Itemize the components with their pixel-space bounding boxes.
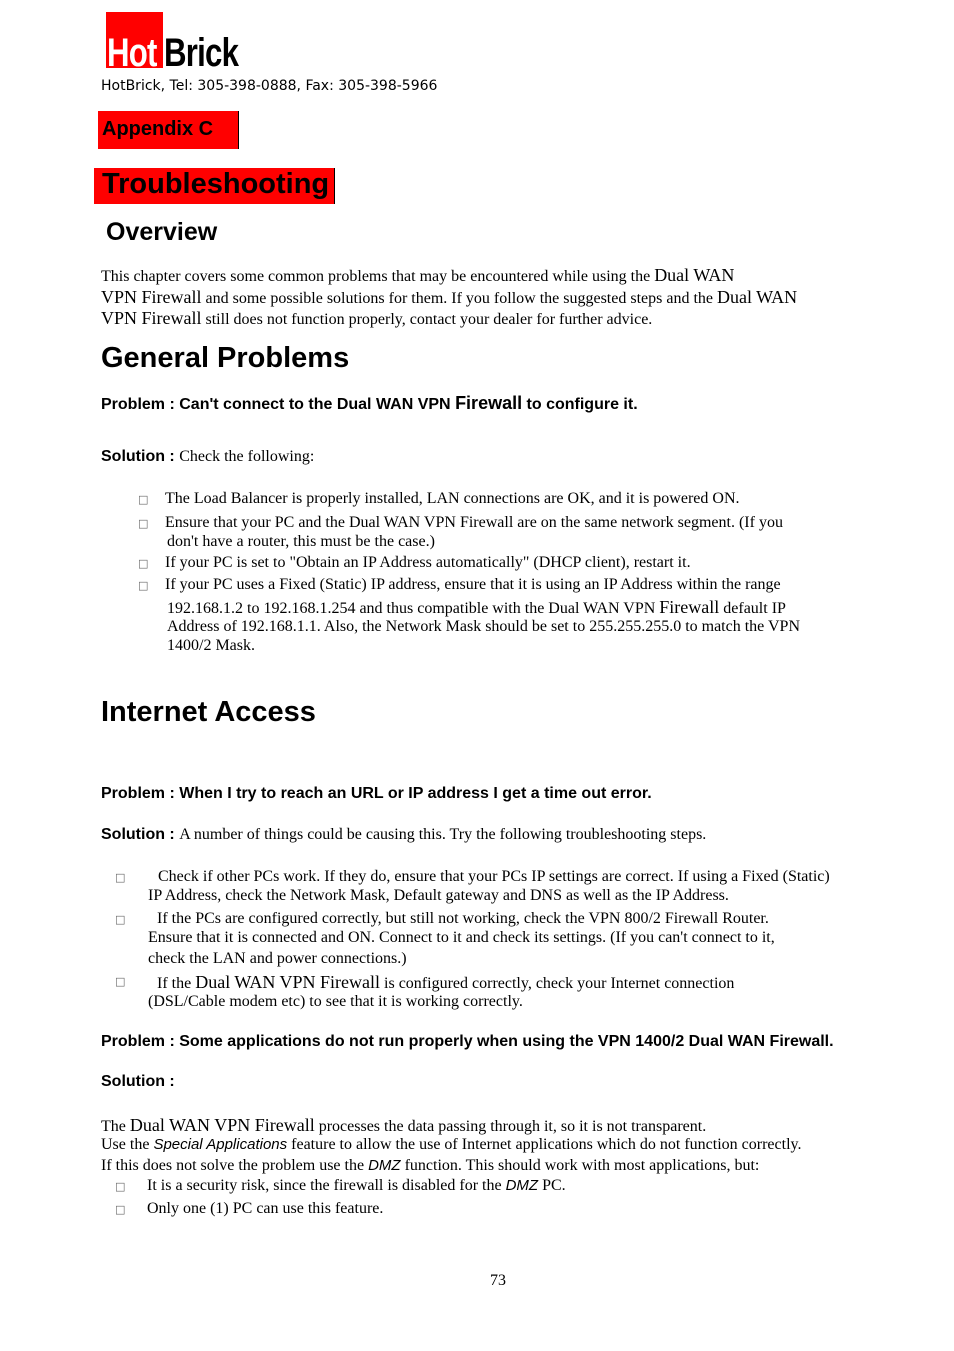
bullet-text: It is a security risk, since the firewall is disabled for the bbox=[147, 1177, 506, 1194]
overview-text: still does not function properly, contact your dealer for further advice. bbox=[201, 311, 653, 328]
internet-bullet-3-line-1 bbox=[157, 972, 734, 993]
paragraph-text: Use the bbox=[101, 1136, 154, 1153]
solution-label: Solution : bbox=[101, 448, 180, 465]
product-name: Dual WAN VPN Firewall bbox=[195, 972, 381, 992]
general-bullet-4-line-4: 1400/2 Mask. bbox=[167, 637, 255, 654]
bullet-text: is configured correctly, check your Internet connection bbox=[380, 975, 735, 992]
page-number: 73 bbox=[490, 1272, 506, 1289]
internet-problem-2: Problem : Some applications do not run properly when using the VPN 1400/2 Dual WAN Firewall. bbox=[101, 1033, 834, 1050]
product-name: Firewall bbox=[659, 597, 720, 617]
bullet-icon: □ bbox=[138, 557, 149, 570]
overview-line-1 bbox=[101, 265, 734, 286]
general-bullet-1: The Load Balancer is properly installed, LAN connections are OK, and it is powered ON. bbox=[165, 490, 740, 507]
internet-paragraph-3 bbox=[101, 1157, 759, 1175]
problem-text: Firewall bbox=[455, 393, 523, 413]
bullet-text: If the bbox=[157, 975, 196, 992]
feature-name: Special Applications bbox=[153, 1136, 288, 1153]
overview-line-3 bbox=[101, 308, 652, 329]
product-name: VPN Firewall bbox=[101, 287, 202, 307]
contact-line: HotBrick, Tel: 305-398-0888, Fax: 305-398-5966 bbox=[101, 78, 438, 94]
internet-bullet-2-line-2: Ensure that it is connected and ON. Connect to it and check its settings. (If you can't connect to it, bbox=[148, 929, 775, 946]
overview-text: This chapter covers some common problems that may be encountered while using the bbox=[101, 268, 655, 285]
feature-name: DMZ bbox=[368, 1157, 401, 1174]
general-solution bbox=[101, 448, 314, 466]
bullet-icon: □ bbox=[138, 493, 149, 506]
problem-text: to configure it. bbox=[522, 396, 638, 413]
paragraph-text: function. This should work with most applications, but: bbox=[400, 1157, 760, 1174]
bullet-text: 192.168.1.2 to 192.168.1.254 and thus compatible with the Dual WAN VPN bbox=[167, 600, 660, 617]
internet-bullet-1-line-2: IP Address, check the Network Mask, Default gateway and DNS as well as the IP Address. bbox=[148, 887, 729, 904]
bullet-icon: □ bbox=[138, 517, 149, 530]
internet-solution-2-label: Solution : bbox=[101, 1073, 175, 1090]
bullet-icon: □ bbox=[115, 1180, 126, 1193]
general-bullet-3: If your PC is set to "Obtain an IP Address automatically" (DHCP client), restart it. bbox=[165, 554, 691, 571]
internet-bullet-5: Only one (1) PC can use this feature. bbox=[147, 1200, 384, 1217]
internet-bullet-2-line-3: check the LAN and power connections.) bbox=[148, 950, 407, 967]
bullet-icon: □ bbox=[115, 913, 126, 926]
solution-text: A number of things could be causing this. Try the following troubleshooting steps. bbox=[179, 826, 707, 843]
internet-bullet-3-line-2: (DSL/Cable modem etc) to see that it is working correctly. bbox=[148, 993, 523, 1010]
product-name: Dual WAN bbox=[654, 265, 735, 285]
feature-name: DMZ bbox=[505, 1177, 539, 1194]
internet-bullet-1-line-1: Check if other PCs work. If they do, ensure that your PCs IP settings are correct. If using a Fixed (Static) bbox=[158, 868, 830, 885]
product-name: Dual WAN VPN Firewall bbox=[129, 1115, 315, 1135]
problem-text: Problem : Can't connect to the Dual WAN VPN bbox=[101, 396, 456, 413]
general-bullet-4-line-3: Address of 192.168.1.1. Also, the Network Mask should be set to 255.255.255.0 to match the VPN bbox=[167, 618, 800, 635]
product-name: VPN Firewall bbox=[101, 308, 202, 328]
internet-bullet-2-line-1: If the PCs are configured correctly, but still not working, check the VPN 800/2 Firewall Router. bbox=[157, 910, 769, 927]
bullet-icon: □ bbox=[115, 871, 126, 884]
paragraph-text: feature to allow the use of Internet applications which do not function correctly. bbox=[287, 1136, 802, 1153]
logo-brick-text: Brick bbox=[164, 31, 239, 75]
bullet-icon: □ bbox=[115, 975, 126, 988]
internet-solution-1 bbox=[101, 826, 706, 844]
internet-paragraph-1 bbox=[101, 1115, 706, 1136]
general-bullet-2-line-1: Ensure that your PC and the Dual WAN VPN Firewall are on the same network segment. (If you bbox=[165, 514, 783, 531]
internet-bullet-4 bbox=[147, 1177, 566, 1195]
general-problem bbox=[101, 393, 638, 414]
internet-problem-1: Problem : When I try to reach an URL or IP address I get a time out error. bbox=[101, 785, 652, 802]
overview-line-2 bbox=[101, 287, 797, 308]
bullet-icon: □ bbox=[115, 1203, 126, 1216]
internet-paragraph-2 bbox=[101, 1136, 801, 1154]
bullet-text: default IP bbox=[719, 600, 786, 617]
logo-hot-text: Hot bbox=[107, 31, 157, 75]
product-name: Dual WAN bbox=[716, 287, 798, 307]
paragraph-text: processes the data passing through it, so it is not transparent. bbox=[314, 1118, 707, 1135]
solution-label: Solution : bbox=[101, 826, 180, 843]
bullet-text: PC. bbox=[538, 1177, 566, 1194]
paragraph-text: The bbox=[101, 1118, 130, 1135]
internet-access-heading: Internet Access bbox=[101, 696, 316, 728]
chapter-title: Troubleshooting bbox=[102, 168, 330, 200]
paragraph-text: If this does not solve the problem use the bbox=[101, 1157, 369, 1174]
overview-text: and some possible solutions for them. If you follow the suggested steps and the bbox=[201, 290, 717, 307]
overview-heading: Overview bbox=[106, 218, 218, 246]
solution-text: Check the following: bbox=[179, 448, 315, 465]
appendix-label: Appendix C bbox=[102, 118, 214, 140]
general-bullet-4-line-1: If your PC uses a Fixed (Static) IP address, ensure that it is using an IP Address within the range bbox=[165, 576, 781, 593]
bullet-icon: □ bbox=[138, 579, 149, 592]
general-bullet-2-line-2: don't have a router, this must be the case.) bbox=[167, 533, 435, 550]
general-bullet-4-line-2 bbox=[167, 597, 786, 618]
general-problems-heading: General Problems bbox=[101, 342, 350, 374]
